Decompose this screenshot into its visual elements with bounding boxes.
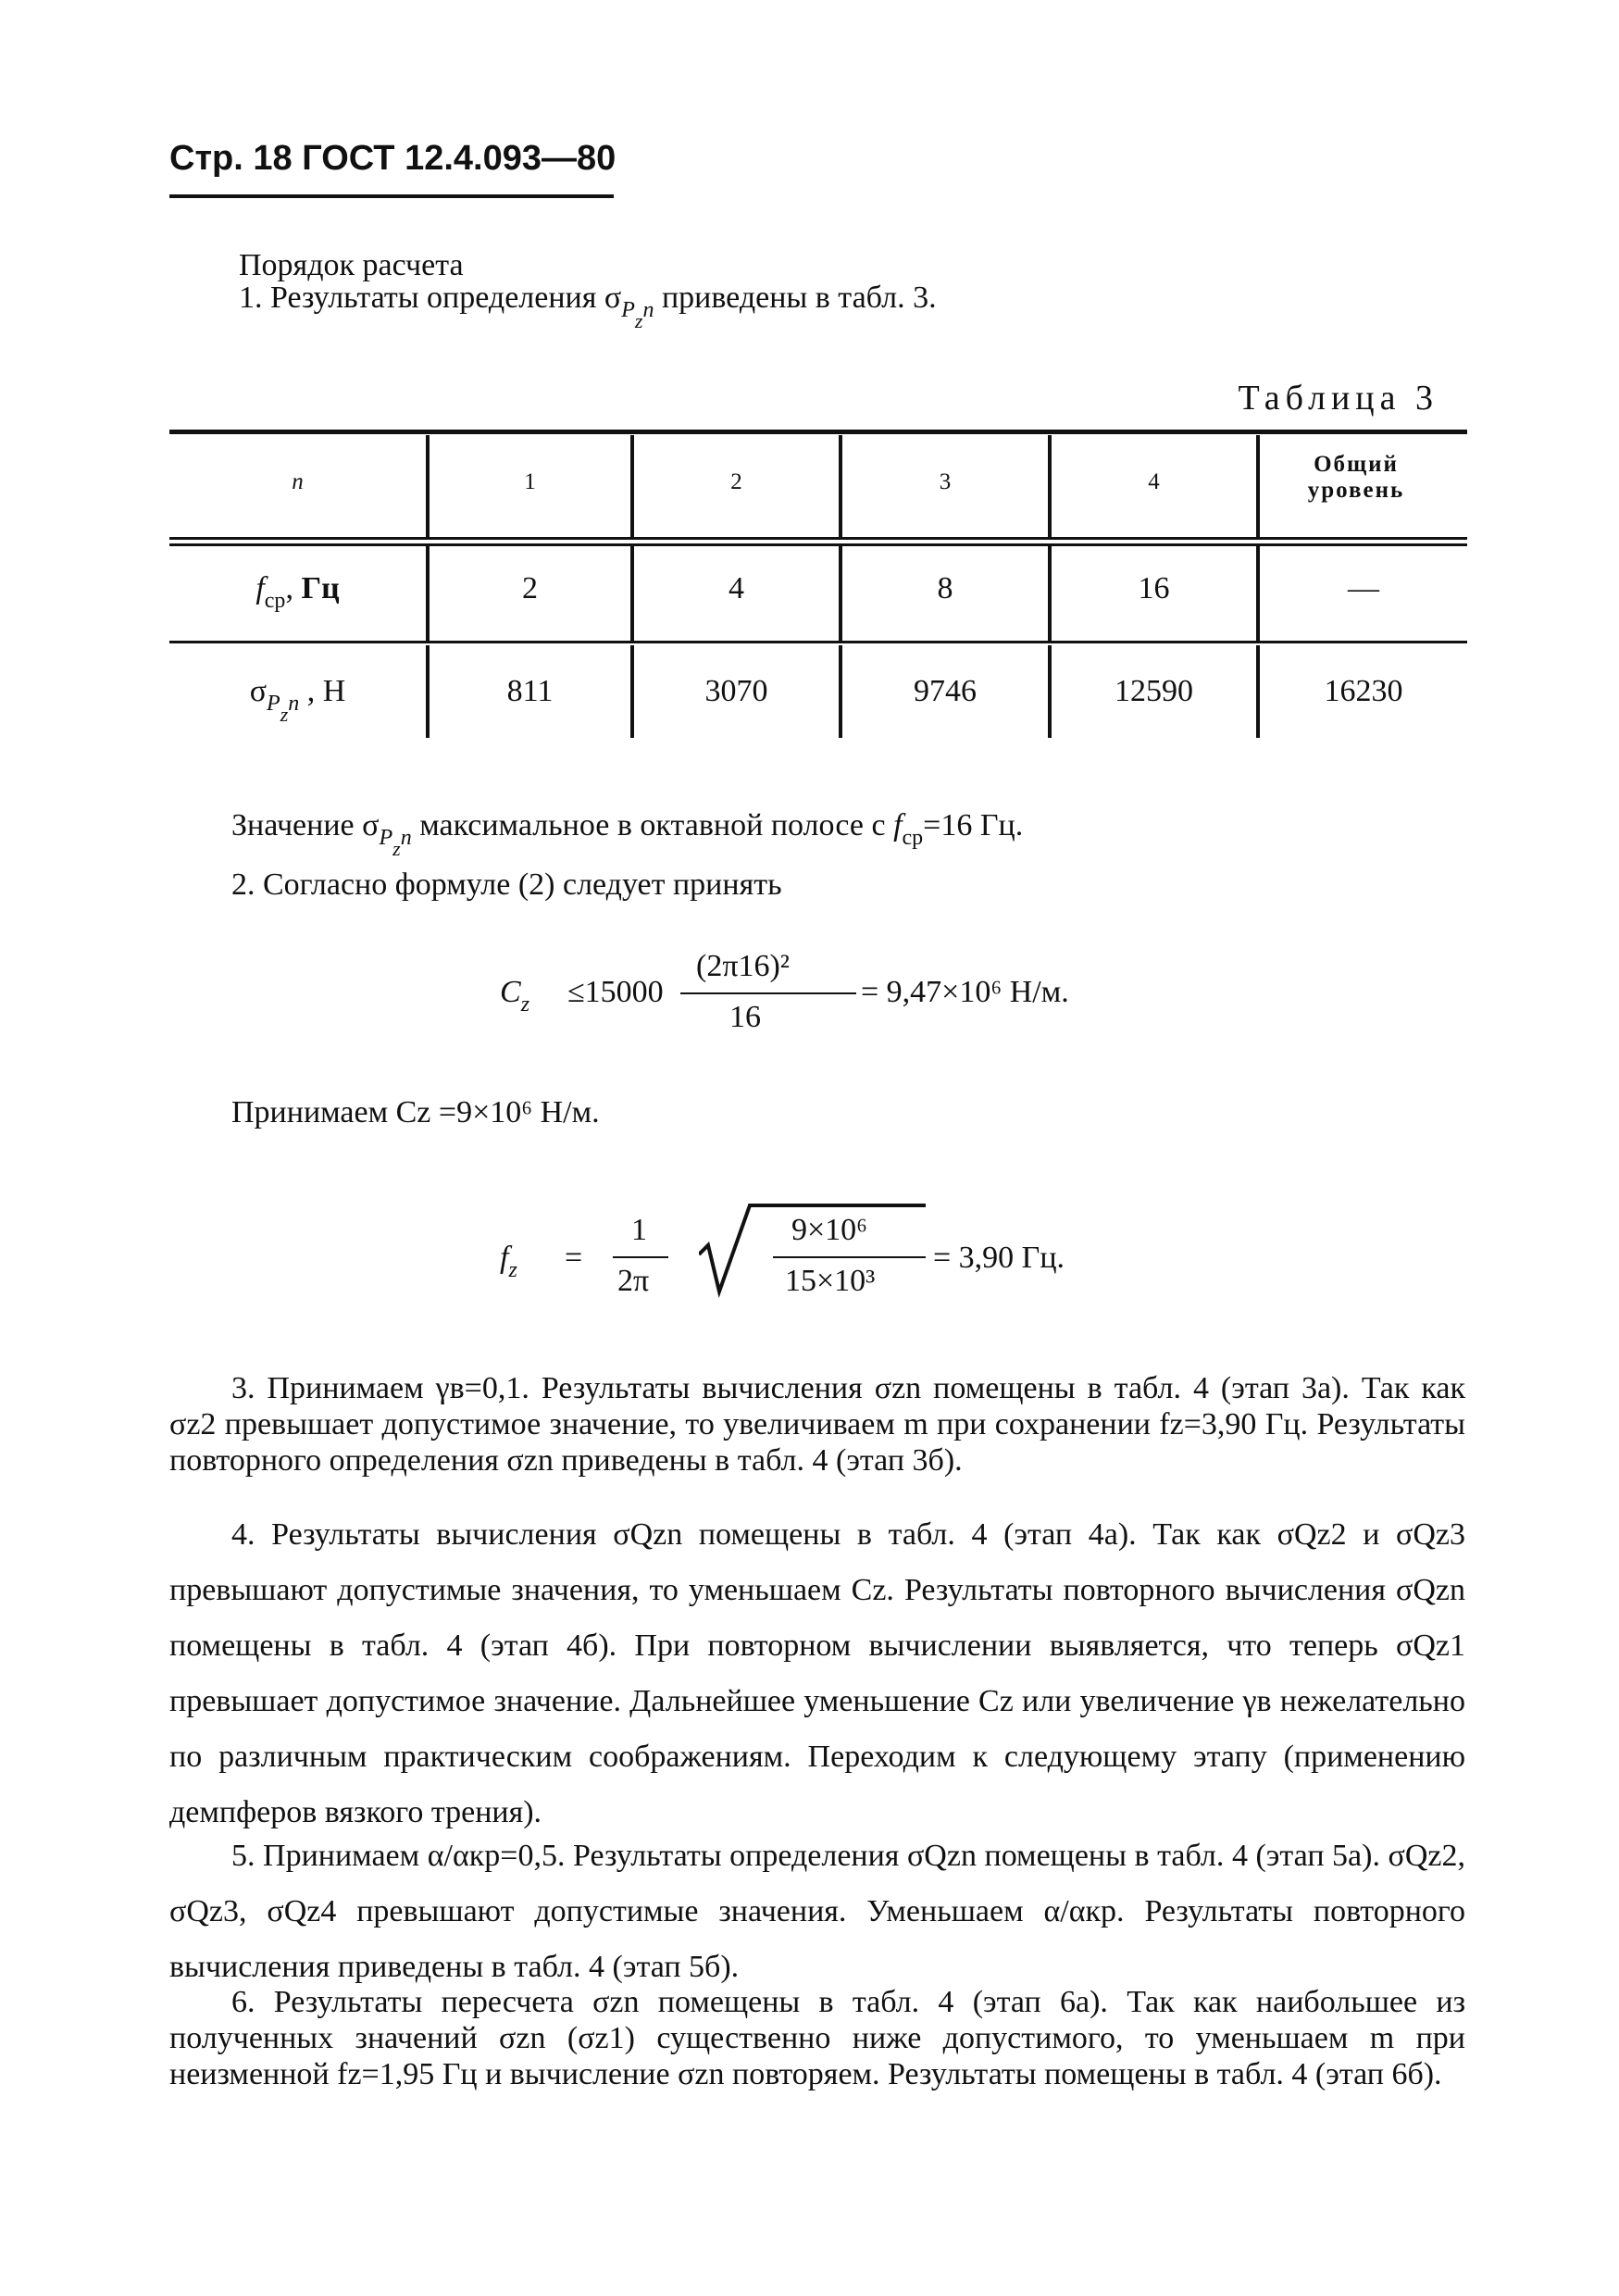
table-row-rule: [169, 641, 1467, 643]
paragraph-text: 4. Результаты вычисления σQzn помещены в табл. 4 (этап 4а). Так как σQz2 и σQz3 превышают допустимые значения, то уменьшаем Cz. Результаты повторного вычисления σQzn помещены в табл. 4 (этап 4б). При повторном вычислении выявляется, что теперь σQz1 превышает допустимое значение. Дальнейшее уменьшение Cz или увеличение γв нежелательно по различным практическим соображениям. Переходим к следующему этапу (применению демпферов вязкого трения).: [169, 1517, 1465, 1829]
table-header-cell: 3: [939, 469, 952, 494]
formula2-lhs: $f_z$: [500, 1241, 517, 1282]
max-value-line-c: =16 Гц.: [923, 808, 1024, 842]
intro-item-1-suffix: приведены в табл. 3.: [661, 281, 937, 315]
table-header-cell: 2: [730, 469, 742, 494]
table-cell: 16230: [1324, 674, 1403, 708]
formula2-fraction-bar: [613, 1256, 668, 1258]
paragraph-text: 5. Принимаем α/αкр=0,5. Результаты определения σQzn помещены в табл. 4 (этап 5а). σQz2, σQz3, σQz4 превышают допустимые значения. Уменьшаем α/αкр. Результаты повторного вычисления приведены в табл. 4 (этап 5б).: [169, 1839, 1465, 1984]
formula1-fraction-bar: [680, 992, 856, 994]
formula2-two-pi: 2π: [617, 1264, 650, 1298]
paragraph-3: [169, 1370, 1465, 1479]
table-cell: 12590: [1115, 674, 1193, 708]
table-cell: 3070: [704, 674, 768, 708]
sigma-subscript-p: P: [621, 298, 635, 322]
table-vline: [1256, 435, 1260, 537]
table-header-rule-1: [169, 537, 1467, 540]
table-cell: —: [1348, 571, 1379, 605]
table-cell: 16: [1138, 571, 1170, 605]
table-row-label: $f_{ср}$, Гц: [255, 571, 340, 613]
formula2-result: = 3,90 Гц.: [933, 1241, 1065, 1275]
sigma-subscript-n: n: [642, 298, 654, 322]
header-rule: [169, 194, 614, 198]
section-title: Порядок расчета: [239, 248, 464, 282]
table-cell: 4: [729, 571, 744, 605]
formula2-radicand-numerator: 9×10⁶: [791, 1213, 868, 1247]
sigma-subscript-z: z: [634, 309, 643, 332]
table-caption: Таблица 3: [1238, 379, 1438, 418]
paragraph-text: 3. Принимаем γв=0,1. Результаты вычисления σzn помещены в табл. 4 (этап 3а). Так как σz2 превышает допустимое значение, то увеличиваем m при сохранении fz=3,90 Гц. Результаты повторного определения σzn приведены в табл. 4 (этап 3б).: [169, 1371, 1465, 1478]
formula1-lhs: $C_z$: [500, 975, 530, 1017]
formula1-result: = 9,47×10⁶ Н/м.: [861, 975, 1069, 1009]
formula2-radicand-bar: [773, 1256, 926, 1258]
accept-line: Принимаем Cz =9×10⁶ Н/м.: [231, 1095, 600, 1129]
table-cell: 811: [506, 674, 554, 708]
paragraph-6: [169, 1984, 1465, 2092]
formula1-sign: ≤15000: [567, 975, 664, 1009]
paragraph-text: 6. Результаты пересчета σzn помещены в табл. 4 (этап 6а). Так как наибольшее из полученных значений σzn (σz1) существенно ниже допустимого, то уменьшаем m при неизменной fz=1,95 Гц и вычисление σzn повторяем. Результаты помещены в табл. 4 (этап 6б).: [169, 1985, 1465, 2091]
table-cell: 9746: [914, 674, 977, 708]
formula2-eq: =: [565, 1241, 583, 1275]
table-header-rule-2: [169, 543, 1467, 546]
table-row-label: $\sigma_{Pzn}$ , Н: [249, 674, 346, 726]
paragraph-4: [169, 1507, 1465, 1841]
formula1-numerator: (2π16)²: [696, 949, 791, 983]
table-cell: 8: [937, 571, 953, 605]
formula1-denominator: 16: [729, 1000, 761, 1034]
formula2-radicand-denominator: 15×10³: [785, 1264, 876, 1298]
intro-item-1-prefix: 1. Результаты определения σ: [239, 281, 622, 315]
table-header-cell: 4: [1148, 469, 1160, 494]
formula2-one: 1: [631, 1213, 647, 1247]
table-header-cell: 1: [524, 469, 536, 494]
paragraph-5: [169, 1828, 1465, 1995]
max-value-line-a: Значение σ: [231, 808, 380, 842]
max-value-line-b: максимальное в октавной полосе с: [419, 808, 886, 842]
max-value-line: Значение $\sigma_{Pzn}$ максимальное в октавной полосе с $f_{ср}=16$ Гц.: [231, 808, 1024, 860]
intro-item-1: [239, 281, 937, 332]
table-top-rule: [169, 430, 1467, 434]
formula-intro-line: 2. Согласно формуле (2) следует принять: [231, 867, 782, 902]
table-cell: 2: [522, 571, 538, 605]
table-header-cell: n: [292, 469, 304, 494]
table-header-cell: Общий уровень: [1307, 452, 1405, 503]
page-header: Стр. 18 ГОСТ 12.4.093—80: [169, 139, 616, 178]
